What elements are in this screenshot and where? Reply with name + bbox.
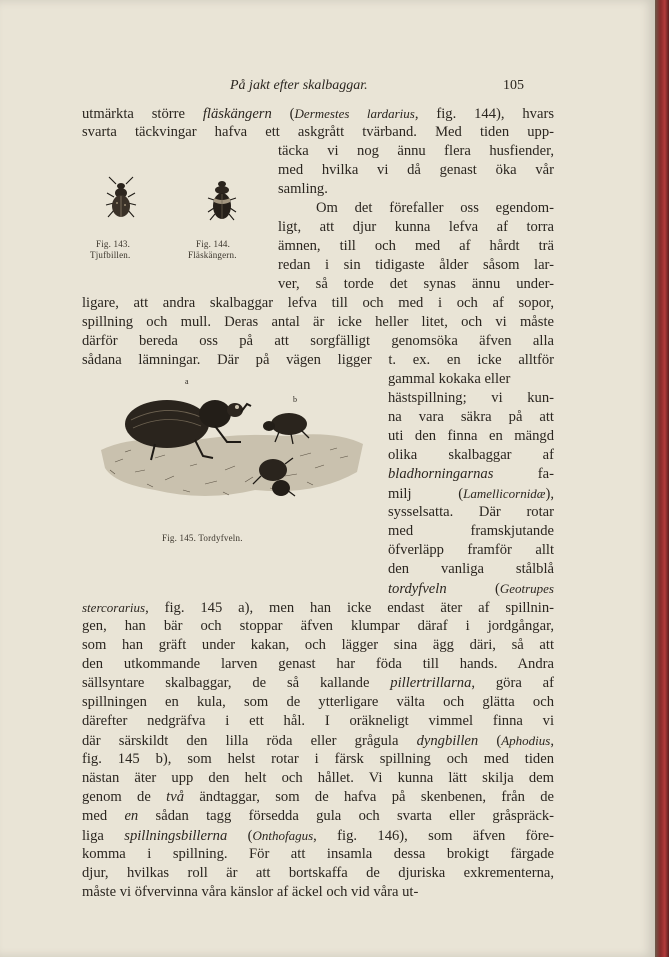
text-line-7: ligt, att djur kunna lefva af torra xyxy=(278,219,554,235)
text-line-26: tordyfveln (Geotrupes xyxy=(388,581,554,597)
text-line-39: liga spillningsbillerna (Onthofagus, fig. 146), som äfven före- xyxy=(82,828,554,844)
page-header xyxy=(0,78,655,98)
text-line-14: sådana lämningar. Där på vägen ligger t. ex. en icke alltför xyxy=(82,352,554,368)
text-line-23: med framskjutande xyxy=(388,523,554,539)
text-line-13: därför bereda oss på att sorgfälligt genomsöka äfven alla xyxy=(82,333,554,349)
text-line-30: den utkommande larven genast har föda till hands. Andra xyxy=(82,656,554,672)
caption-144-name: Fläskängern. xyxy=(188,250,237,260)
text-line-18: uti den finna en mängd xyxy=(388,428,554,444)
text-line-29: som han gräft under kakan, och lägger sina ägg däri, så att xyxy=(82,637,554,653)
running-title: På jakt efter skalbaggar. xyxy=(230,78,368,93)
text-line-19: olika skalbaggar af xyxy=(388,447,554,463)
figure-144-flaskangern xyxy=(206,178,238,222)
text-line-4: med hvilka vi då genast öka vår xyxy=(278,162,554,178)
text-line-6: Om det förefaller oss egendom- xyxy=(316,200,554,216)
text-line-32: spillningen en kula, som de ytterligare välta och glätta och xyxy=(82,694,554,710)
text-line-1: utmärkta större fläskängern (Dermestes lardarius, fig. 144), hvars xyxy=(82,106,554,122)
text-line-33: därefter nedgräfva i ett hål. I oräkneligt vimmel finna vi xyxy=(82,713,554,729)
text-line-38: med en sådan tagg försedda gula och svarta eller gråspräck- xyxy=(82,808,554,824)
text-line-42: måste vi öfvervinna våra känslor af äckel och vid våra ut- xyxy=(82,884,419,900)
text-line-37: genom de två ändtaggar, som de hafva på skenbenen, från de xyxy=(82,789,554,805)
text-line-12: spillning och mull. Deras antal är icke heller litet, och vi måste xyxy=(82,314,554,330)
page-number: 105 xyxy=(503,78,524,93)
text-line-34: där särskildt den lilla röda eller grågula dyngbillen (Aphodius, xyxy=(82,733,554,749)
figure-145-label-a: a xyxy=(185,377,189,386)
text-line-22: sysselsatta. Där rotar xyxy=(388,504,554,520)
caption-144-num: Fig. 144. xyxy=(196,239,231,249)
dung-beetles-illustration-145 xyxy=(95,372,367,512)
text-line-3: täcka vi nog ännu flera husfiender, xyxy=(278,143,554,159)
text-line-2: svarta täckvingar hafva ett askgrått tvärband. Med tiden upp- xyxy=(82,124,554,140)
text-line-24: öfverläpp framför allt xyxy=(388,542,554,558)
figure-145-label-b: b xyxy=(293,395,297,404)
text-line-17: na vara säkra på att xyxy=(388,409,554,425)
text-line-40: komma i spillning. För att insamla dessa brokigt färgade xyxy=(82,846,554,862)
caption-143-name: Tjufbillen. xyxy=(90,250,131,260)
text-line-20: bladhorningarnas fa- xyxy=(388,466,554,482)
text-line-10: ver, så torde det synas ännu under- xyxy=(278,276,554,292)
text-line-16: hästspillning; vi kun- xyxy=(388,390,554,406)
beetle-illustration-143 xyxy=(104,175,138,221)
text-line-8: ämnen, till och med af hårdt trä xyxy=(278,238,554,254)
book-edge xyxy=(655,0,669,957)
text-line-27: stercorarius, fig. 145 a), men han icke endast äter af spillnin- xyxy=(82,600,554,616)
text-line-35: fig. 145 b), som helst rotar i färsk spillning och med tiden xyxy=(82,751,554,767)
text-line-5: samling. xyxy=(278,181,328,197)
text-line-15: gammal kokaka eller xyxy=(388,371,511,387)
text-line-11: ligare, att andra skalbaggar lefva till och med i och af sopor, xyxy=(82,295,554,311)
text-line-31: sällsyntare skalbaggar, de så kallande pillertrillarna, göra af xyxy=(82,675,555,691)
beetle-illustration-144 xyxy=(206,178,238,222)
caption-143-num: Fig. 143. xyxy=(96,239,131,249)
text-line-41: djur, hvilkas roll är att bortskaffa de djuriska exkrementerna, xyxy=(82,865,554,881)
caption-145: Fig. 145. Tordyfveln. xyxy=(162,533,243,543)
text-line-25: den vanliga stålblå xyxy=(388,561,554,577)
text-line-21: milj (Lamellicornidæ), xyxy=(388,486,554,502)
text-line-36: nästan äter upp den helt och hållet. Vi kunna lätt skilja dem xyxy=(82,770,554,786)
text-line-9: redan i sin tidigaste ålder såsom lar- xyxy=(278,257,554,273)
figure-143-tjufbillen xyxy=(104,175,138,221)
figure-145-tordyfveln xyxy=(95,372,367,512)
text-line-28: gen, han bär och stoppar äfven klumpar däraf i jordgångar, xyxy=(82,618,554,634)
